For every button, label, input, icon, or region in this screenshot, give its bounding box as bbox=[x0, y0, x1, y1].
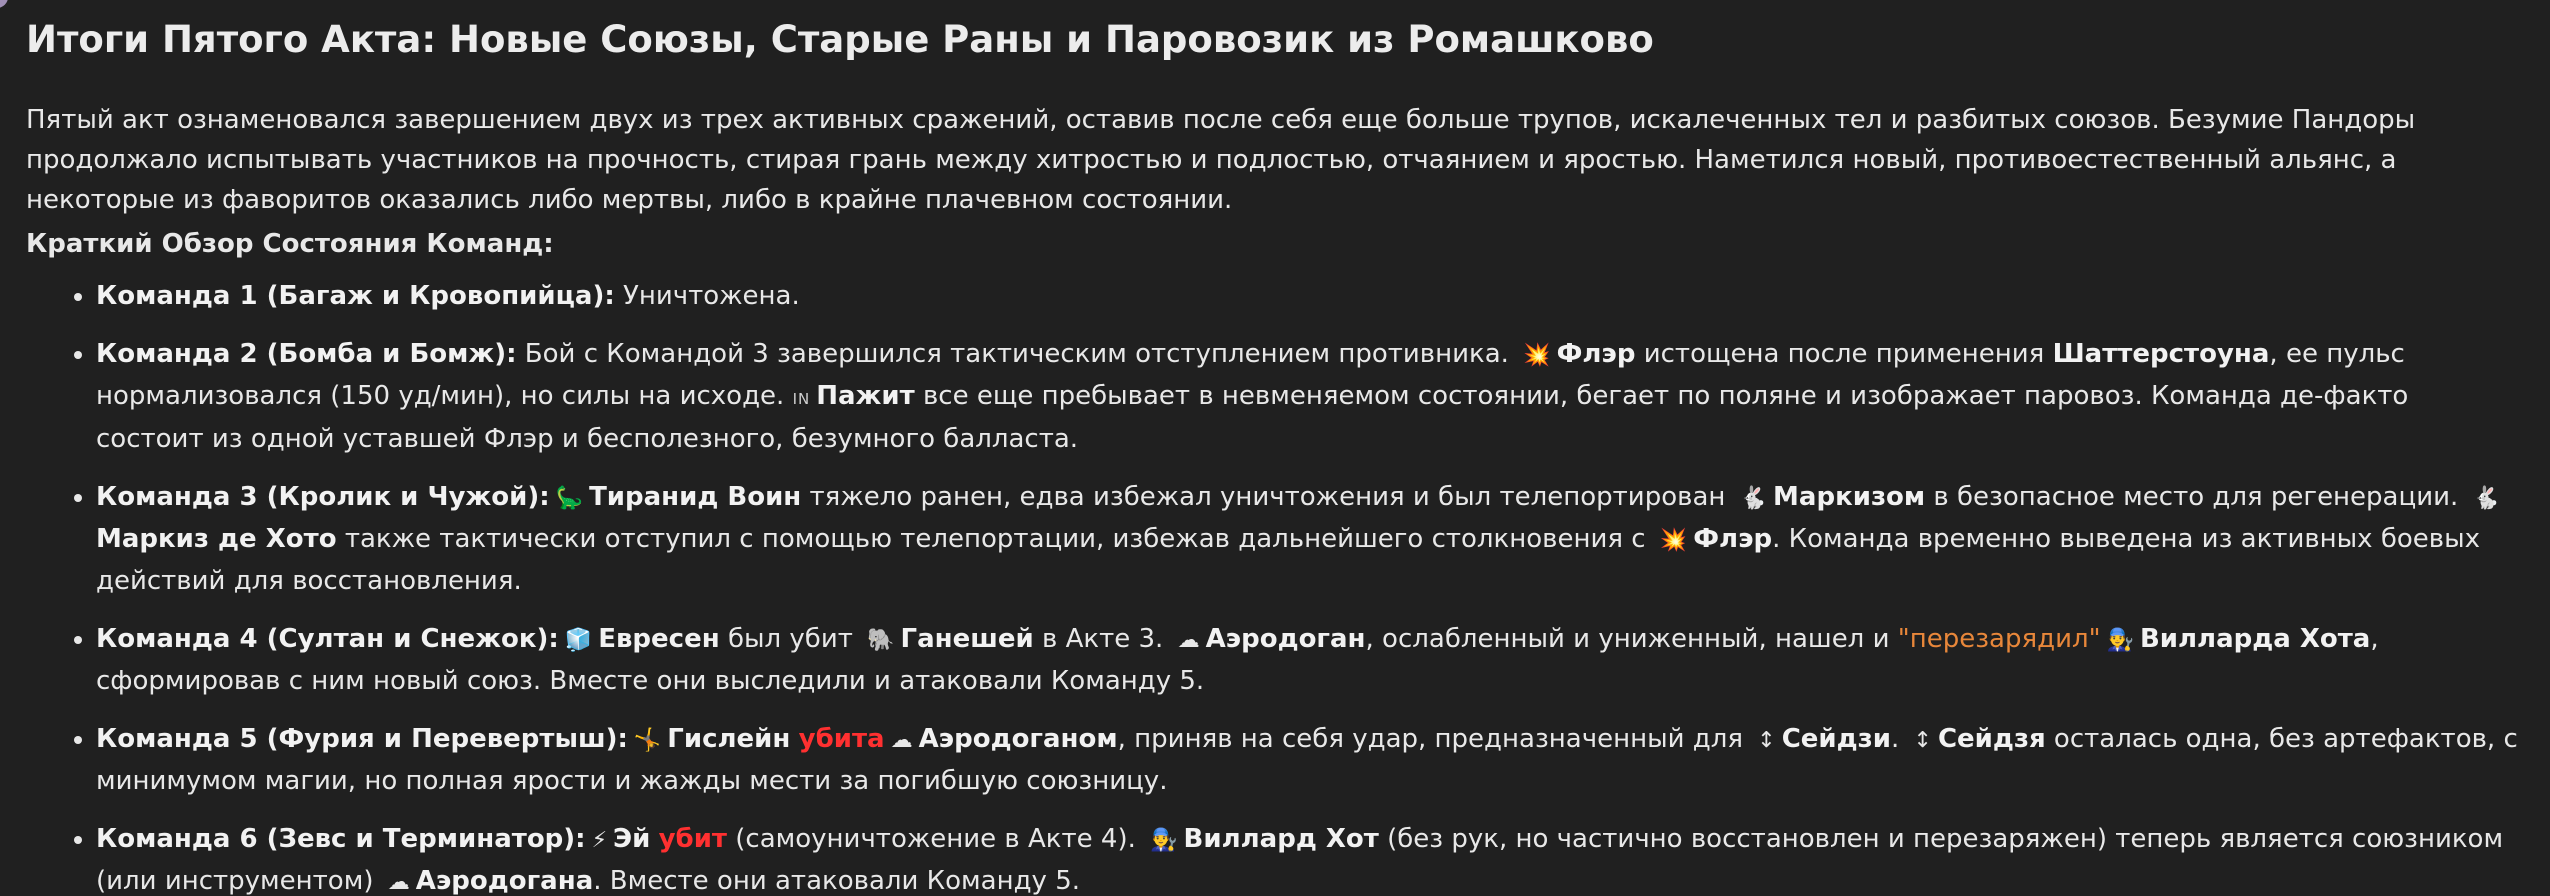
text-segment: также тактически отступил с помощью телепортации, избежав дальнейшего столкновения с bbox=[336, 524, 1654, 554]
status-killed: убита bbox=[798, 724, 885, 754]
cloud-icon: ☁ bbox=[387, 870, 410, 895]
character-name: Маркиз де Хото bbox=[96, 524, 337, 554]
text-segment: . bbox=[1890, 724, 1908, 754]
section-heading: Краткий Обзор Состояния Команд: bbox=[26, 229, 554, 259]
text-segment: в безопасное место для регенерации. bbox=[1925, 482, 2467, 512]
list-item-team-3 bbox=[96, 477, 2520, 601]
list-item-team-4 bbox=[96, 619, 2520, 701]
text-segment: , ее пульс нормализовался (150 уд/мин), но силы на исходе. bbox=[96, 339, 2405, 411]
text-segment: , сформировав с ним новый союз. Вместе они выследили и атаковали Команду 5. bbox=[96, 624, 2379, 696]
character-name: Аэродоган bbox=[1205, 624, 1366, 654]
acrobat-icon: 🤸 bbox=[633, 728, 662, 753]
list-item-team-6 bbox=[96, 819, 2520, 896]
team-name: Команда 1 (Багаж и Кровопийца): bbox=[96, 281, 615, 311]
teams-list bbox=[26, 276, 2520, 896]
text-segment: (самоуничтожение в Акте 4). bbox=[727, 824, 1145, 854]
team-name: Команда 2 (Бомба и Бомж): bbox=[96, 339, 517, 369]
text-segment: , приняв на себя удар, предназначенный для bbox=[1117, 724, 1752, 754]
rabbit-icon: 🐇 bbox=[2472, 486, 2500, 511]
character-name: Сейдзи bbox=[1781, 724, 1891, 754]
text-segment: . Вместе они атаковали Команду 5. bbox=[593, 866, 1081, 896]
character-name: Сейдзя bbox=[1937, 724, 2046, 754]
text-segment: , ослабленный и униженный, нашел и bbox=[1365, 624, 1898, 654]
text-segment: тяжело ранен, едва избежал уничтожения и был телепортирован bbox=[801, 482, 1734, 512]
character-name: Маркизом bbox=[1773, 482, 1926, 512]
character-name: Вилларда Хота bbox=[2139, 624, 2371, 654]
explosion-icon: 💥 bbox=[1523, 343, 1551, 368]
team-name: Команда 4 (Султан и Снежок): bbox=[96, 624, 559, 654]
list-item-team-2 bbox=[96, 334, 2520, 459]
text-segment: истощена после применения bbox=[1635, 339, 2053, 369]
artifact-name: Шаттерстоуна bbox=[2052, 339, 2270, 369]
rabbit-icon: 🐇 bbox=[1739, 486, 1768, 511]
character-name: Евресен bbox=[598, 624, 720, 654]
status-killed: убит bbox=[658, 824, 727, 854]
document bbox=[26, 14, 2520, 896]
mechanic-icon: 👨‍🔧 bbox=[2106, 628, 2134, 653]
avatar bbox=[0, 0, 8, 8]
cloud-icon: ☁ bbox=[1177, 628, 1200, 653]
text-segment: . Команда временно выведена из активных боевых действий для восстановления. bbox=[96, 524, 2481, 596]
text-segment: был убит bbox=[719, 624, 862, 654]
character-name: Тиранид Воин bbox=[589, 482, 802, 512]
character-name: Аэродоганом bbox=[918, 724, 1118, 754]
text-segment: в Акте 3. bbox=[1033, 624, 1172, 654]
text-segment: все еще пребывает в невменяемом состоянии, бегает по поляне и изображает паровоз. Команда де-факто состоит из одной уставшей Флэр и бесполезного, безумного балласта. bbox=[96, 381, 2409, 454]
up-down-arrow-icon: ↕ bbox=[1757, 728, 1776, 753]
character-name: Гислейн bbox=[667, 724, 791, 754]
page-title: Итоги Пятого Акта: Новые Союзы, Старые Раны и Паровозик из Ромашково bbox=[26, 18, 1654, 61]
text-segment: (без рук, но частично восстановлен и перезаряжен) теперь является союзником (или инструментом) bbox=[96, 824, 2504, 896]
lightning-icon: ⚡ bbox=[591, 828, 608, 853]
explosion-icon: 💥 bbox=[1659, 528, 1688, 553]
input-symbol-icon: IN bbox=[792, 390, 811, 408]
up-down-arrow-icon: ↕ bbox=[1913, 728, 1932, 753]
team-name: Команда 3 (Кролик и Чужой): bbox=[96, 482, 550, 512]
character-name: Флэр bbox=[1556, 339, 1636, 369]
highlighted-quote: "перезарядил" bbox=[1897, 624, 2101, 654]
character-name: Пажит bbox=[816, 381, 915, 411]
character-name: Ганешей bbox=[900, 624, 1034, 654]
intro-paragraph: Пятый акт ознаменовался завершением двух из трех активных сражений, оставив после себя еще больше трупов, искалеченных тел и разбитых союзов. Безумие Пандоры продолжало испытывать участников на прочность, стирая грань между хитростью и подлостью, отчаянием и яростью. Наметился новый, противоестественный альянс, а некоторые из фаворитов оказались либо мертвы, либо в крайне плачевном состоянии. bbox=[26, 105, 2416, 215]
team-status-text: Уничтожена. bbox=[614, 281, 800, 311]
dinosaur-icon: 🦕 bbox=[555, 486, 584, 511]
mechanic-icon: 👨‍🔧 bbox=[1150, 828, 1178, 853]
cloud-icon: ☁ bbox=[890, 728, 913, 753]
text-segment: осталась одна, без артефактов, с минимумом магии, но полная ярости и жажды мести за погибшую союзницу. bbox=[96, 724, 2518, 796]
character-name: Флэр bbox=[1693, 524, 1773, 554]
character-name: Виллард Хот bbox=[1183, 824, 1379, 854]
character-name: Эй bbox=[613, 824, 651, 854]
list-item-team-1 bbox=[96, 276, 2520, 316]
list-item-team-5 bbox=[96, 719, 2520, 801]
ice-cube-icon: 🧊 bbox=[564, 628, 593, 653]
character-name: Аэродогана bbox=[415, 866, 594, 896]
elephant-icon: 🐘 bbox=[867, 628, 895, 653]
team-name: Команда 5 (Фурия и Перевертыш): bbox=[96, 724, 628, 754]
text-segment: Бой с Командой 3 завершился тактическим отступлением противника. bbox=[516, 339, 1518, 369]
team-name: Команда 6 (Зевс и Терминатор): bbox=[96, 824, 586, 854]
